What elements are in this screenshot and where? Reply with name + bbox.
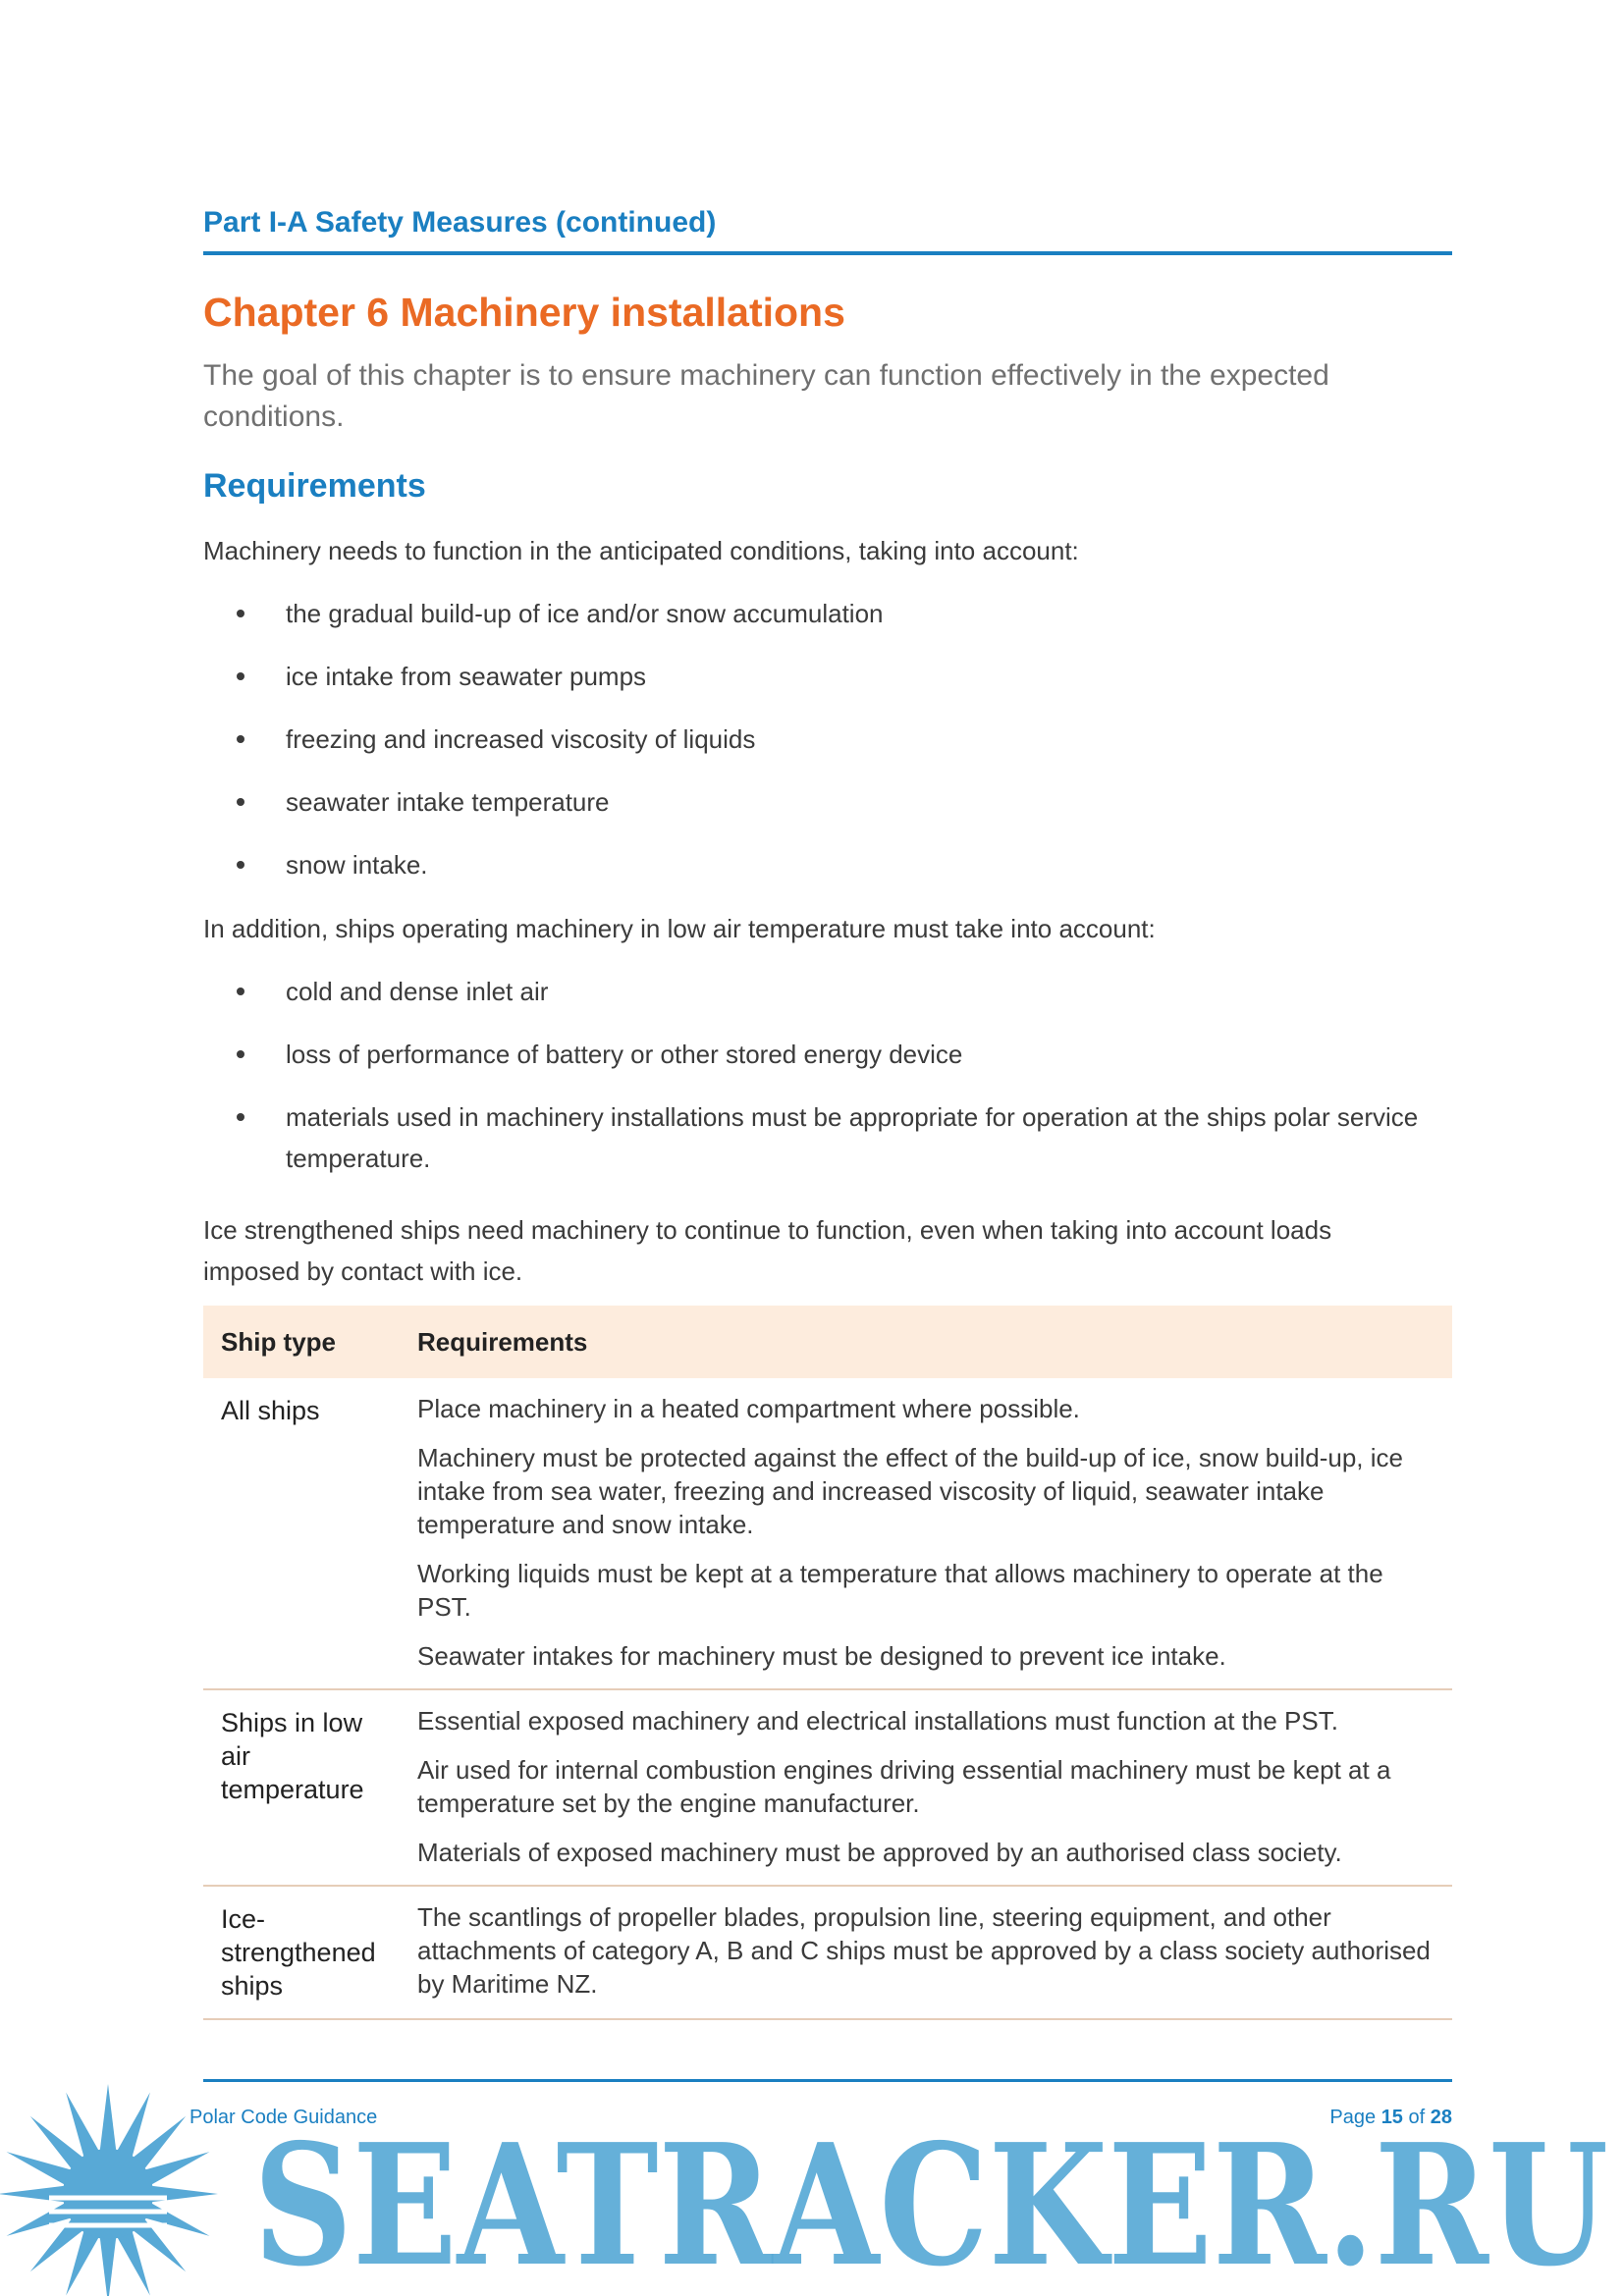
table-row <box>203 1690 1452 1887</box>
bullet-icon <box>237 1113 244 1121</box>
requirements-cell <box>417 1704 1452 1869</box>
bullet-icon <box>237 735 244 743</box>
list-item: snow intake. <box>203 844 1452 885</box>
ship-type-cell: Ice-strengthened ships <box>221 1904 376 2001</box>
footer-doc-title: Polar Code Guidance <box>189 2107 378 2128</box>
table-row <box>203 1378 1452 1690</box>
list-item: the gradual build-up of ice and/or snow accumulation <box>203 593 1452 634</box>
list-item: materials used in machinery installations must be appropriate for operation at the ships polar service temperature. <box>203 1096 1464 1179</box>
ship-type-cell: Ships in low air temperature <box>221 1708 364 1804</box>
section-header: Part I-A Safety Measures (continued) <box>203 206 1452 255</box>
chapter-title: Chapter 6 Machinery installations <box>203 290 845 335</box>
chapter-intro: The goal of this chapter is to ensure machinery can function effectively in the expected conditions. <box>203 359 1329 433</box>
requirements-para-3: Ice strengthened ships need machinery to continue to function, even when taking into account loads imposed by contact with ice. <box>203 1215 1332 1286</box>
list-item: ice intake from seawater pumps <box>203 656 1452 697</box>
requirement-text: Essential exposed machinery and electrical installations must function at the PST. <box>417 1706 1338 1735</box>
footer-page-number: Page 15 of 28 <box>1329 2107 1452 2128</box>
list-item: freezing and increased viscosity of liquids <box>203 719 1452 760</box>
sun-icon <box>0 2084 218 2296</box>
requirement-text: Materials of exposed machinery must be approved by an authorised class society. <box>417 1838 1342 1867</box>
bullet-icon <box>237 672 244 680</box>
requirements-para-2: In addition, ships operating machinery in low air temperature must take into account: <box>203 914 1156 943</box>
bullet-icon <box>237 861 244 869</box>
requirements-cell <box>417 1900 1452 2002</box>
header-requirements: Requirements <box>417 1326 588 1357</box>
requirements-cell <box>417 1392 1452 1673</box>
requirements-table <box>203 1306 1452 2020</box>
watermark-text: SEATRACKER.RU <box>253 2108 1608 2296</box>
list-item: loss of performance of battery or other stored energy device <box>203 1034 1452 1075</box>
requirements-heading: Requirements <box>203 467 426 505</box>
bullet-icon <box>237 988 244 995</box>
requirement-text: Seawater intakes for machinery must be designed to prevent ice intake. <box>417 1641 1226 1671</box>
ship-type-cell: All ships <box>221 1396 320 1425</box>
requirement-text: The scantlings of propeller blades, propulsion line, steering equipment, and other attachments of category A, B and C ships must be approved by a class society authorised by Maritime NZ. <box>417 1902 1431 1999</box>
table-header <box>203 1306 1452 1378</box>
bullet-list-1 <box>203 593 1452 907</box>
requirement-text: Air used for internal combustion engines driving essential machinery must be kept at a temperature set by the engine manufacturer. <box>417 1755 1391 1818</box>
list-item: cold and dense inlet air <box>203 971 1452 1012</box>
requirement-text: Working liquids must be kept at a temperature that allows machinery to operate at the PST. <box>417 1559 1383 1622</box>
watermark <box>0 2071 1624 2296</box>
bullet-icon <box>237 610 244 617</box>
bullet-list-2 <box>203 971 1452 1201</box>
header-ship-type: Ship type <box>221 1326 337 1357</box>
bullet-icon <box>237 798 244 806</box>
list-item: seawater intake temperature <box>203 781 1452 823</box>
requirement-text: Machinery must be protected against the effect of the build-up of ice, snow build-up, ice intake from sea water, freezing and increased viscosity of liquid, seawater intake temperature and snow intake. <box>417 1443 1403 1539</box>
bullet-icon <box>237 1050 244 1058</box>
table-row <box>203 1887 1452 2020</box>
requirement-text: Place machinery in a heated compartment where possible. <box>417 1394 1080 1423</box>
requirements-para-1: Machinery needs to function in the anticipated conditions, taking into account: <box>203 536 1079 565</box>
